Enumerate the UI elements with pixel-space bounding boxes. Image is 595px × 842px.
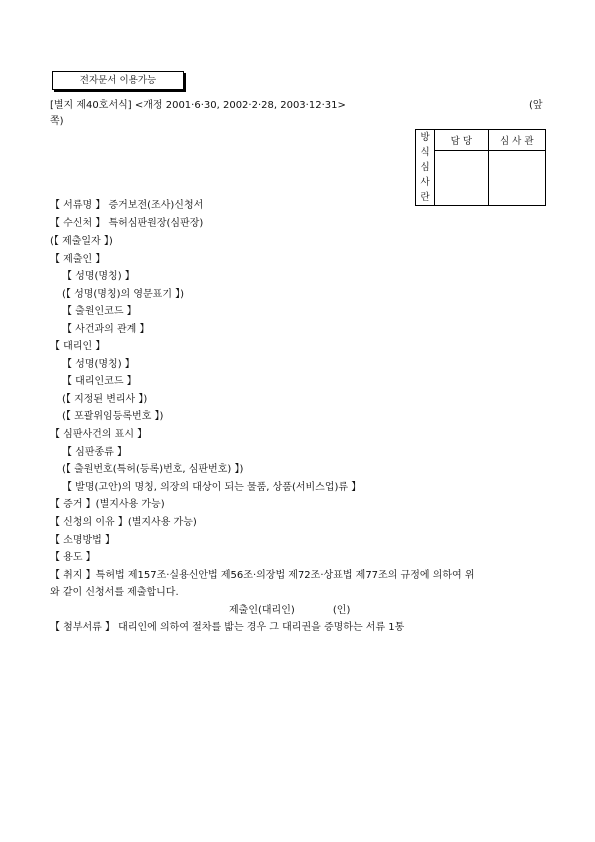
designated-attorney-line: (【 지정된 변리사 】) [62,394,148,405]
approval-header-staff: 담 당 [435,130,488,151]
intent-line-continued: 와 같이 신청서를 제출합니다. [50,587,179,598]
approval-vertical-char: 란 [420,192,430,203]
applicant-code-line: 【 출원인코드 】 [62,306,137,317]
approval-method-cell [416,130,435,206]
approval-vertical-char: 사 [420,177,430,188]
submission-date-line: (【 제출일자 】) [50,236,113,247]
approval-staff-signature-cell [435,150,488,206]
application-number-line: (【 출원번호(특허(등록)번호, 심판번호) 】) [62,464,244,475]
agent-heading: 【 대리인 】 [50,341,106,352]
attachments-line: 【 첨부서류 】 대리인에 의하여 절차를 밟는 경우 그 대리권을 증명하는 서류 1통 [50,622,405,633]
explanation-method-line: 【 소명방법 】 [50,535,115,546]
trial-type-line: 【 심판종류 】 [62,447,127,458]
page-side-label-continued: 쪽) [50,116,64,127]
reason-line: 【 신청의 이유 】(별지사용 가능) [50,517,197,528]
form-header: [별지 제40호서식] <개정 2001·6·30, 2002·2·28, 2003·12·31> [50,100,346,111]
approval-box [415,129,546,206]
approval-vertical-char: 심 [420,162,430,173]
approval-vertical-char: 식 [420,147,430,158]
purpose-line: 【 용도 】 [50,552,96,563]
document-name-line: 【 서류명 】 증거보전(조사)신청서 [50,200,204,211]
submitter-english-name-line: (【 성명(명칭)의 영문표기 】) [62,289,185,300]
trial-case-heading: 【 심판사건의 표시 】 [50,429,148,440]
submitter-signature-line: 제출인(대리인) (인) [229,605,351,616]
approval-examiner-signature-cell [488,150,545,206]
page-side-label: (앞 [529,100,543,111]
approval-vertical-char: 방 [420,132,430,143]
invention-title-line: 【 발명(고안)의 명칭, 의장의 대상이 되는 물품, 상품(서비스업)류 】 [62,482,362,493]
agent-name-line: 【 성명(명칭) 】 [62,359,135,370]
evidence-line: 【 증거 】(별지사용 가능) [50,499,165,510]
recipient-line: 【 수신처 】 특허심판원장(심판장) [50,218,204,229]
intent-line: 【 취지 】특허법 제157조·실용신안법 제56조·의장법 제72조·상표법 제77조의 규정에 의하여 위 [50,570,475,581]
agent-code-line: 【 대리인코드 】 [62,376,137,387]
electronic-document-box: 전자문서 이용가능 [52,71,184,90]
approval-header-examiner: 심 사 관 [488,130,545,151]
general-power-registration-line: (【 포괄위임등록번호 】) [62,411,164,422]
submitter-name-line: 【 성명(명칭) 】 [62,271,135,282]
case-relationship-line: 【 사건과의 관계 】 [62,324,150,335]
submitter-heading: 【 제출인 】 [50,254,106,265]
